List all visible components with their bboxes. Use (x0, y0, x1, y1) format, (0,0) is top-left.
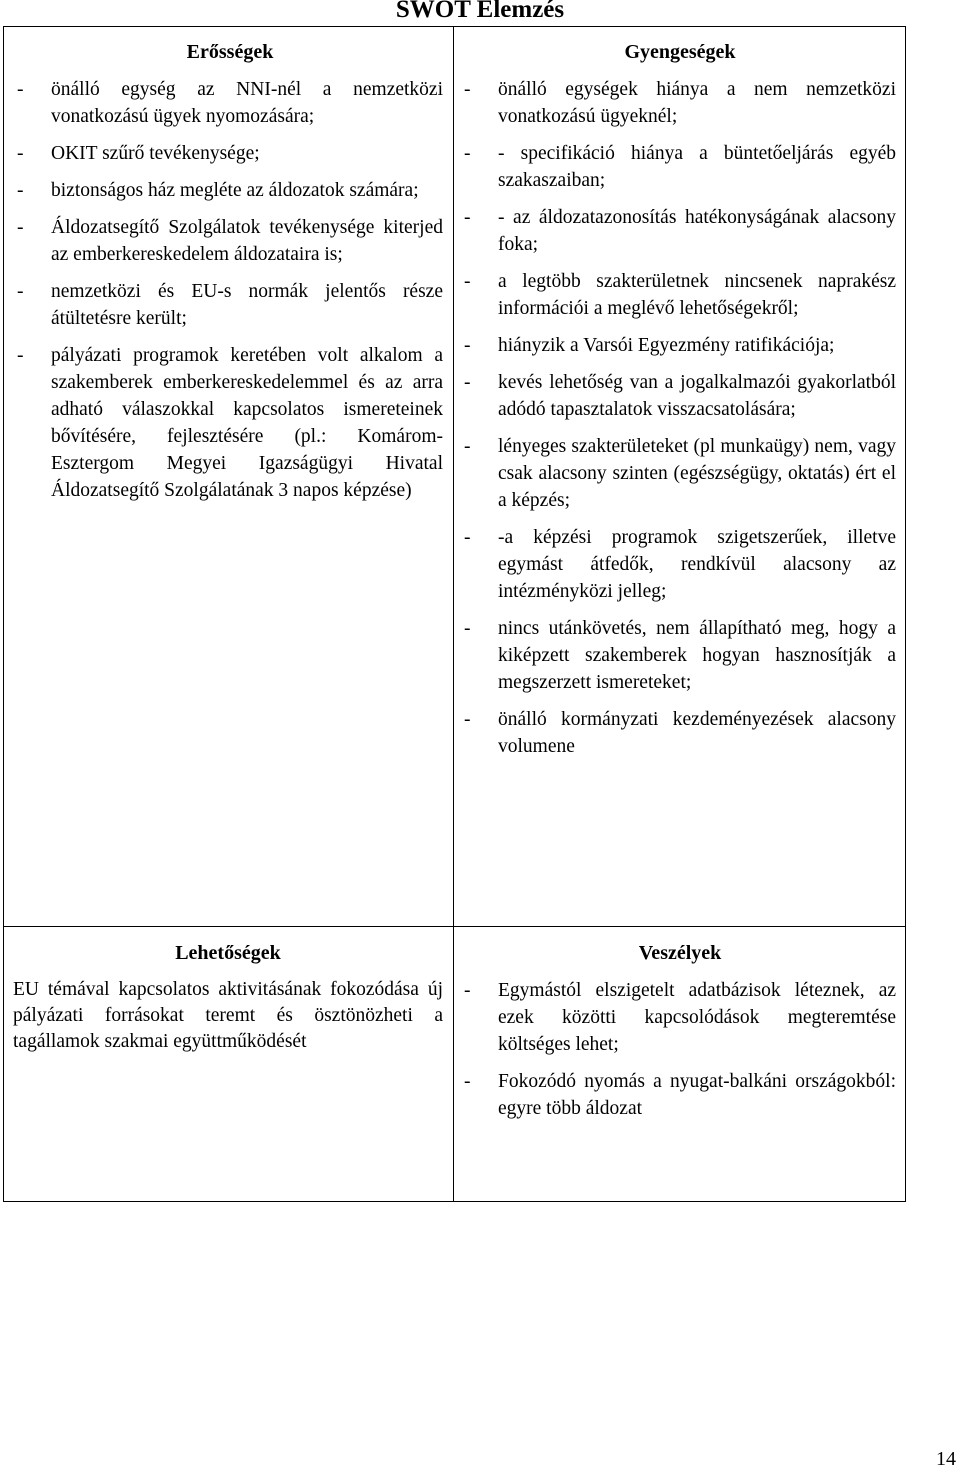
weakness-item: - önálló egységek hiánya a nem nemzetközi vonatkozású ügyeknél; (464, 76, 896, 130)
document-title: SWOT Elemzés (395, 0, 565, 23)
strength-item: - Áldozatsegítő Szolgálatok tevékenysége kiterjed az emberkereskedelem áldozataira is; (17, 214, 443, 268)
page-number: 14 (936, 1448, 956, 1470)
opportunities-heading: Lehetőségek (175, 942, 281, 964)
threat-item: - Egymástól elszigetelt adatbázisok léteznek, az ezek közötti kapcsolódások megteremtése költséges lehet; (464, 977, 896, 1058)
weakness-item: - kevés lehetőség van a jogalkalmazói gyakorlatból adódó tapasztalatok visszacsatolására; (464, 369, 896, 423)
strengths-cell (3, 26, 453, 514)
threats-cell (454, 927, 906, 1132)
weaknesses-cell (454, 26, 906, 770)
strength-item: - pályázati programok keretében volt alkalom a szakemberek emberkereskedelemmel és az arra adható válaszokkal kapcsolatos ismereteinek bővítésére, fejlesztésére (pl.: Komárom-Esztergom Megyei Igazságügyi Hivatal Áldozatsegítő Szolgálatának 3 napos képzése) (17, 342, 443, 504)
strengths-heading: Erősségek (186, 41, 274, 63)
strength-item: - biztonságos ház megléte az áldozatok számára; (17, 177, 443, 204)
strength-item: - önálló egység az NNI-nél a nemzetközi vonatkozású ügyek nyomozására; (17, 76, 443, 130)
weakness-item: - nincs utánkövetés, nem állapítható meg, hogy a kiképzett szakemberek hogyan hasznosítják a megszerzett ismereteket; (464, 615, 896, 696)
weakness-item: - - az áldozatazonosítás hatékonyságának alacsony foka; (464, 204, 896, 258)
weakness-item: - -a képzési programok szigetszerűek, illetve egymást átfedők, rendkívül alacsony az intézményközi jelleg; (464, 524, 896, 605)
strength-item: - OKIT szűrő tevékenysége; (17, 140, 443, 167)
weaknesses-list (500, 76, 896, 760)
weakness-item: - lényeges szakterületeket (pl munkaügy) nem, vagy csak alacsony szinten (egészségügy, oktatás) ért el a képzés; (464, 433, 896, 514)
weakness-item: - - specifikáció hiánya a büntetőeljárás egyéb szakaszaiban; (464, 140, 896, 194)
strengths-list (17, 76, 443, 504)
strength-item: - nemzetközi és EU-s normák jelentős része átültetésre került; (17, 278, 443, 332)
opportunities-text: EU témával kapcsolatos aktivitásának fokozódása új pályázati forrásokat teremt és ösztönözheti a tagállamok szakmai együttműködését (13, 979, 443, 1052)
opportunities-cell (3, 927, 453, 1055)
weaknesses-heading: Gyengeségek (624, 41, 736, 63)
threat-item: - Fokozódó nyomás a nyugat-balkáni országokból: egyre több áldozat (464, 1068, 896, 1122)
threats-list (500, 977, 896, 1122)
threats-heading: Veszélyek (638, 942, 722, 964)
weakness-item: - hiányzik a Varsói Egyezmény ratifikációja; (464, 332, 896, 359)
weakness-item: - önálló kormányzati kezdeményezések alacsony volumene (464, 706, 896, 760)
weakness-item: - a legtöbb szakterületnek nincsenek naprakész információi a meglévő lehetőségekről; (464, 268, 896, 322)
